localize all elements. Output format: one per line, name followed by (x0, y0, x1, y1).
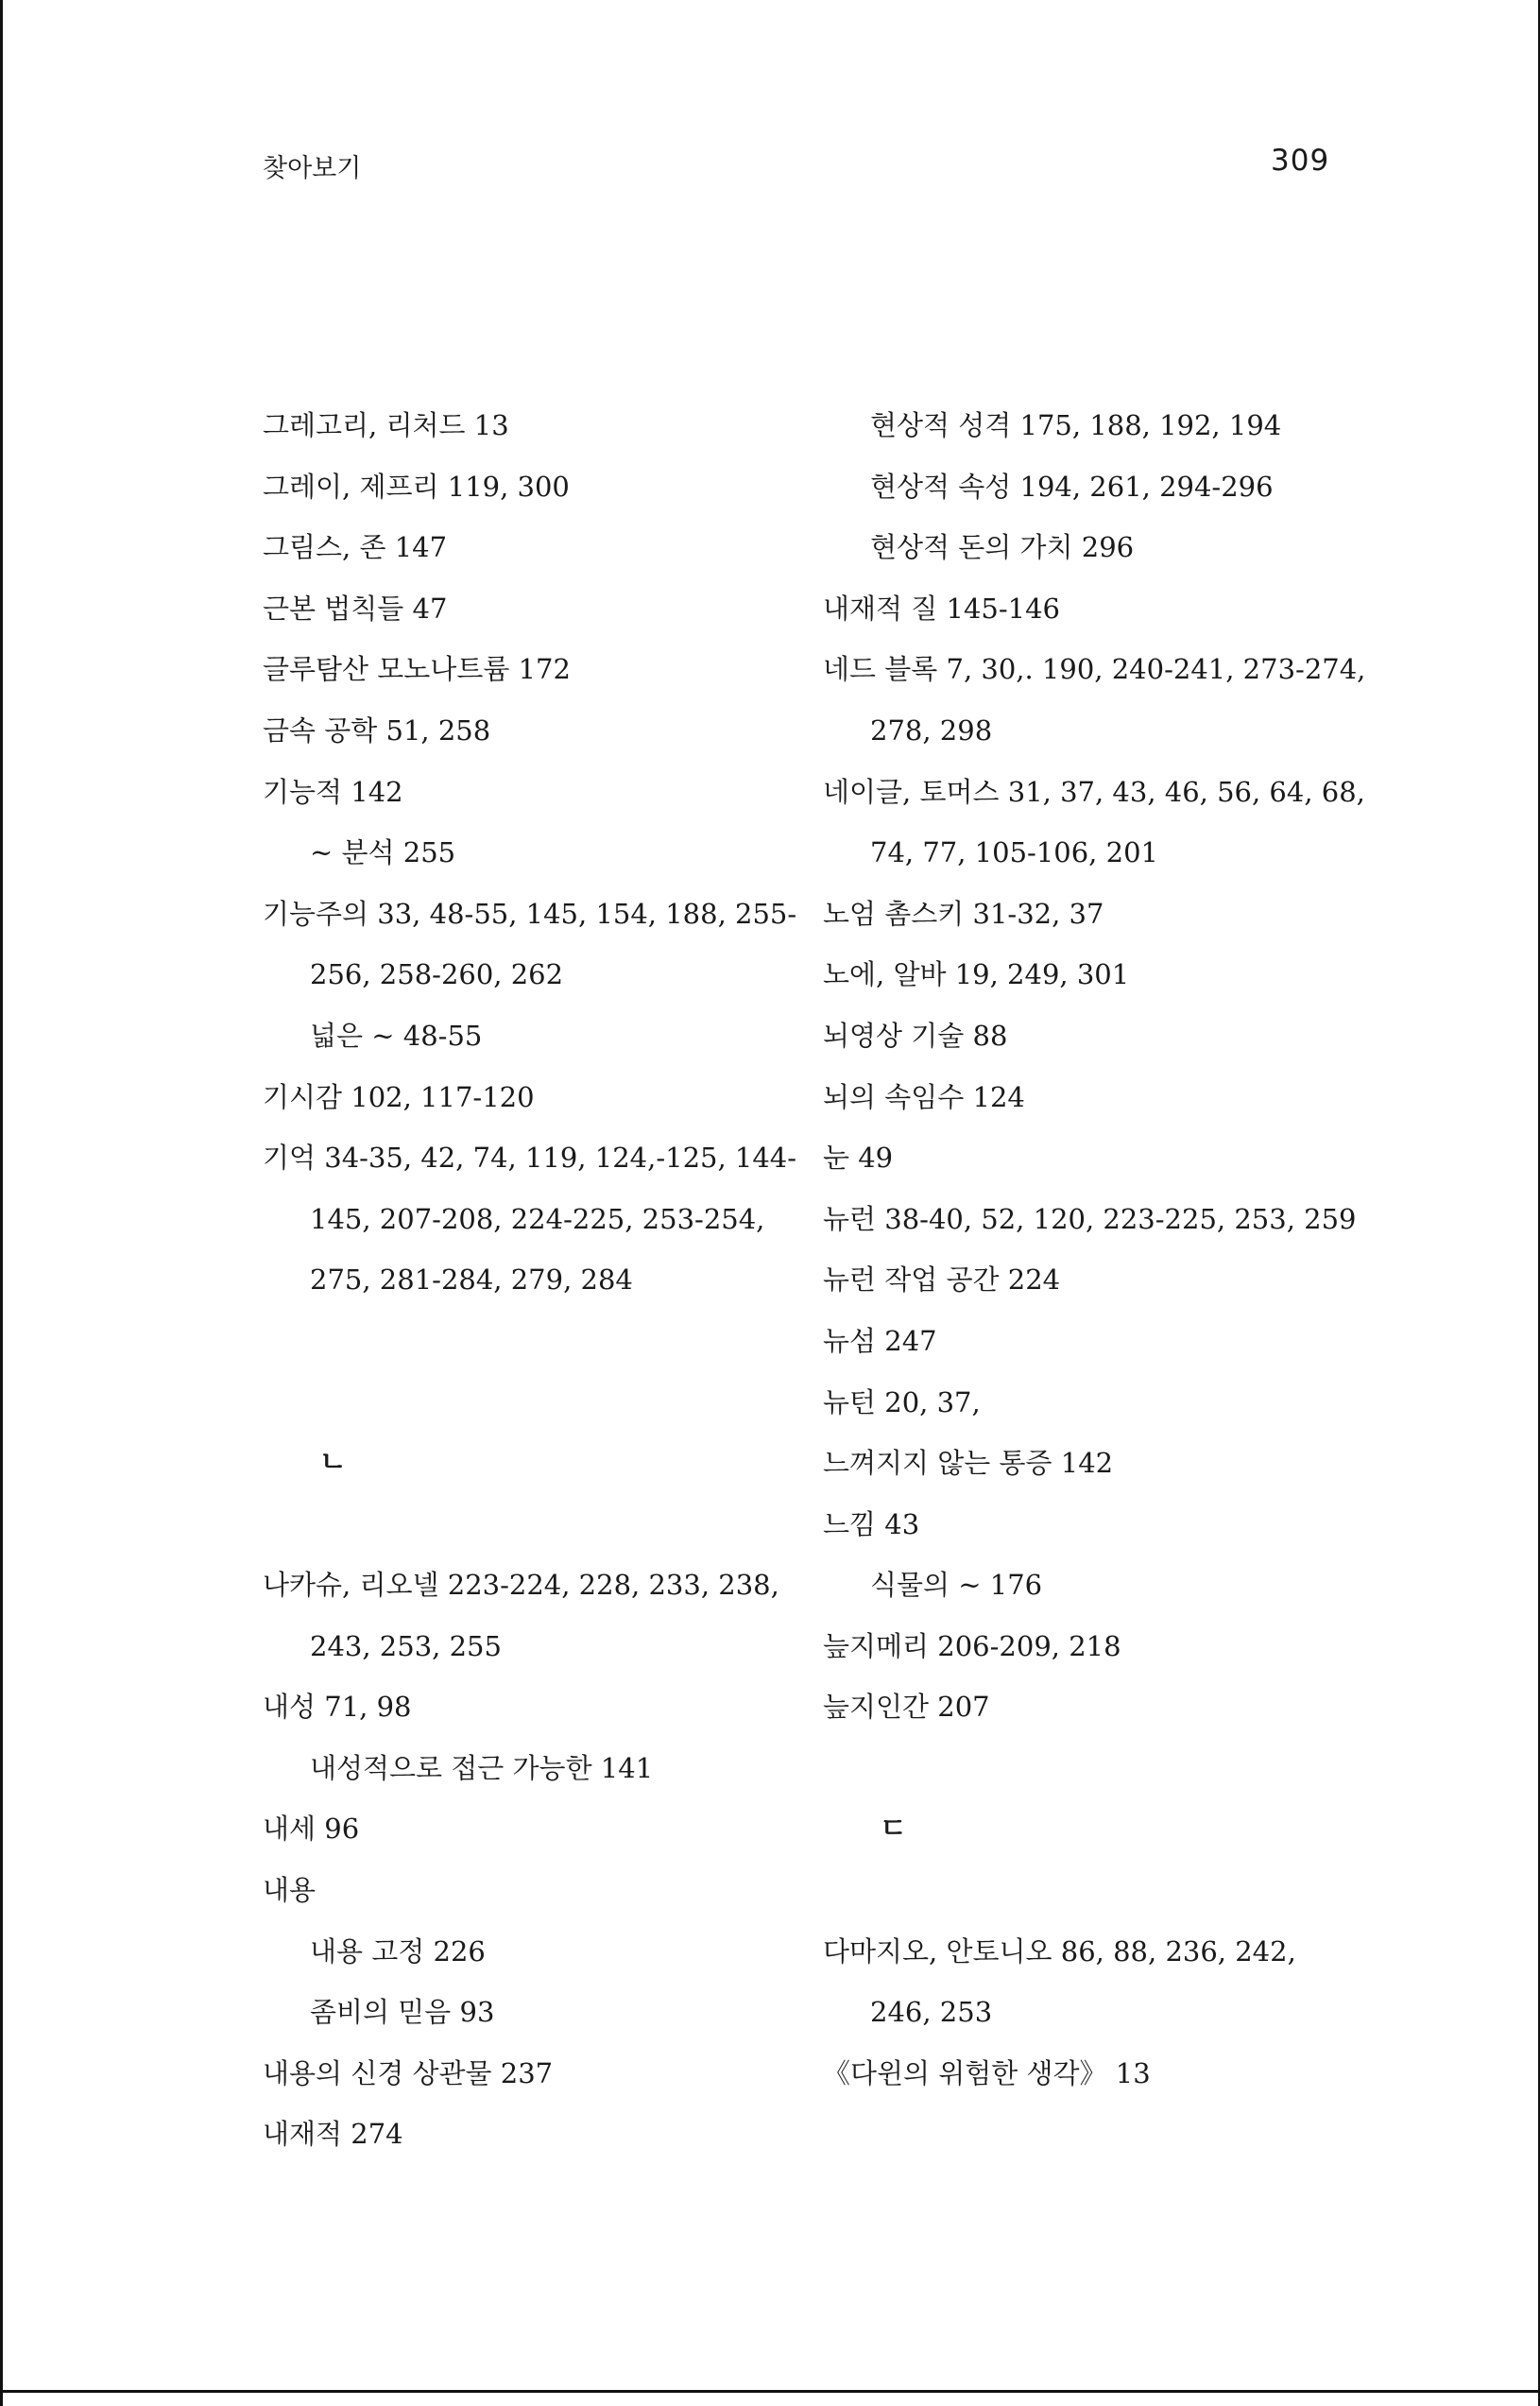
index-block (823, 1921, 1390, 2105)
index-subentry: 현상적 성격 175, 188, 192, 194 (870, 409, 1282, 441)
section-gap (823, 1738, 1390, 1799)
index-entry: 기억 34-35, 42, 74, 119, 124,-125, 144- (263, 1142, 797, 1175)
index-entry: 근본 법칙들 47 (263, 592, 448, 625)
index-entry: 네이글, 토머스 31, 37, 43, 46, 56, 64, 68, (823, 775, 1365, 808)
index-entry: 뉴턴 20, 37, (823, 1385, 981, 1418)
index-block (263, 395, 830, 1311)
index-entry: 뉴런 작업 공간 224 (823, 1263, 1061, 1297)
index-entry: 다마지오, 안토니오 86, 88, 236, 242, (823, 1934, 1296, 1968)
index-entry: 뇌영상 기술 88 (823, 1019, 1008, 1052)
index-entry: 내용 (263, 1874, 317, 1907)
index-entry: 내재적 질 145-146 (823, 592, 1060, 625)
index-entry: 기능주의 33, 48-55, 145, 154, 188, 255- (263, 897, 797, 930)
page-border-bottom (0, 2390, 1540, 2393)
index-entry: 노에, 알바 19, 249, 301 (823, 958, 1130, 991)
index-entry: 금속 공학 51, 258 (263, 713, 491, 747)
index-entry: 내세 96 (263, 1813, 360, 1846)
index-entry: 뉴런 38-40, 52, 120, 223-225, 253, 259 (823, 1202, 1357, 1235)
index-column-right (823, 395, 1390, 2105)
running-header-title: 찾아보기 (263, 154, 362, 183)
index-subentry: 현상적 속성 194, 261, 294-296 (870, 470, 1274, 503)
index-entry: 기시감 102, 117-120 (263, 1080, 535, 1113)
index-block (263, 1555, 830, 2165)
index-subentry: 식물의 ~ 176 (870, 1569, 1043, 1602)
section-heading-nieun: ㄴ (319, 1445, 347, 1479)
index-subentry: 좀비의 믿음 93 (310, 1996, 495, 2029)
index-entry: 내성 71, 98 (263, 1691, 412, 1724)
index-entry: 늪지인간 207 (823, 1691, 990, 1724)
index-subentry: 현상적 돈의 가치 296 (870, 531, 1135, 564)
index-entry: 늪지메리 206-209, 218 (823, 1629, 1121, 1662)
index-entry: 뉴섬 247 (823, 1324, 937, 1357)
index-subentry: 246, 253 (870, 1996, 993, 2029)
index-entry: 노엄 촘스키 31-32, 37 (823, 897, 1104, 930)
index-entry: 내용의 신경 상관물 237 (263, 2056, 554, 2089)
section-gap (263, 1494, 830, 1555)
index-entry: 느껴지지 않는 통증 142 (823, 1447, 1114, 1480)
index-entry: 눈 49 (823, 1142, 894, 1175)
index-entry: 기능적 142 (263, 775, 403, 808)
index-entry: 그레이, 제프리 119, 300 (263, 470, 570, 503)
index-entry: 나카슈, 리오넬 223-224, 228, 233, 238, (263, 1569, 779, 1602)
index-subentry: 74, 77, 105-106, 201 (870, 836, 1158, 869)
index-entry: 《다윈의 위험한 생각》 13 (823, 2057, 1151, 2090)
index-entry: 내재적 274 (263, 2118, 403, 2151)
index-subentry: 145, 207-208, 224-225, 253-254, (310, 1202, 765, 1235)
index-column-left (263, 395, 830, 2165)
index-entry: 느낌 43 (823, 1507, 920, 1540)
index-subentry: 넓은 ~ 48-55 (310, 1019, 483, 1052)
index-entry: 뇌의 속임수 124 (823, 1080, 1025, 1113)
section-gap (823, 1860, 1390, 1921)
index-subentry: 256, 258-260, 262 (310, 958, 564, 991)
section-gap (263, 1311, 830, 1433)
index-entry: 그레고리, 리처드 13 (263, 409, 509, 441)
section-heading-digeut: ㄷ (880, 1812, 907, 1846)
page-border-left (0, 0, 3, 2406)
index-entry: 네드 블록 7, 30,. 190, 240-241, 273-274, (823, 653, 1366, 686)
index-subentry: 243, 253, 255 (310, 1629, 502, 1662)
index-block (823, 395, 1390, 1738)
index-subentry: 내용 고정 226 (310, 1934, 486, 1968)
index-subentry: 275, 281-284, 279, 284 (310, 1263, 633, 1297)
index-entry: 글루탐산 모노나트륨 172 (263, 653, 571, 686)
index-subentry: 내성적으로 접근 가능한 141 (310, 1751, 654, 1784)
index-entry: 그림스, 존 147 (263, 531, 448, 564)
index-subentry: ~ 분석 255 (310, 836, 456, 869)
index-subentry: 278, 298 (870, 713, 993, 747)
page-number: 309 (1271, 144, 1330, 178)
